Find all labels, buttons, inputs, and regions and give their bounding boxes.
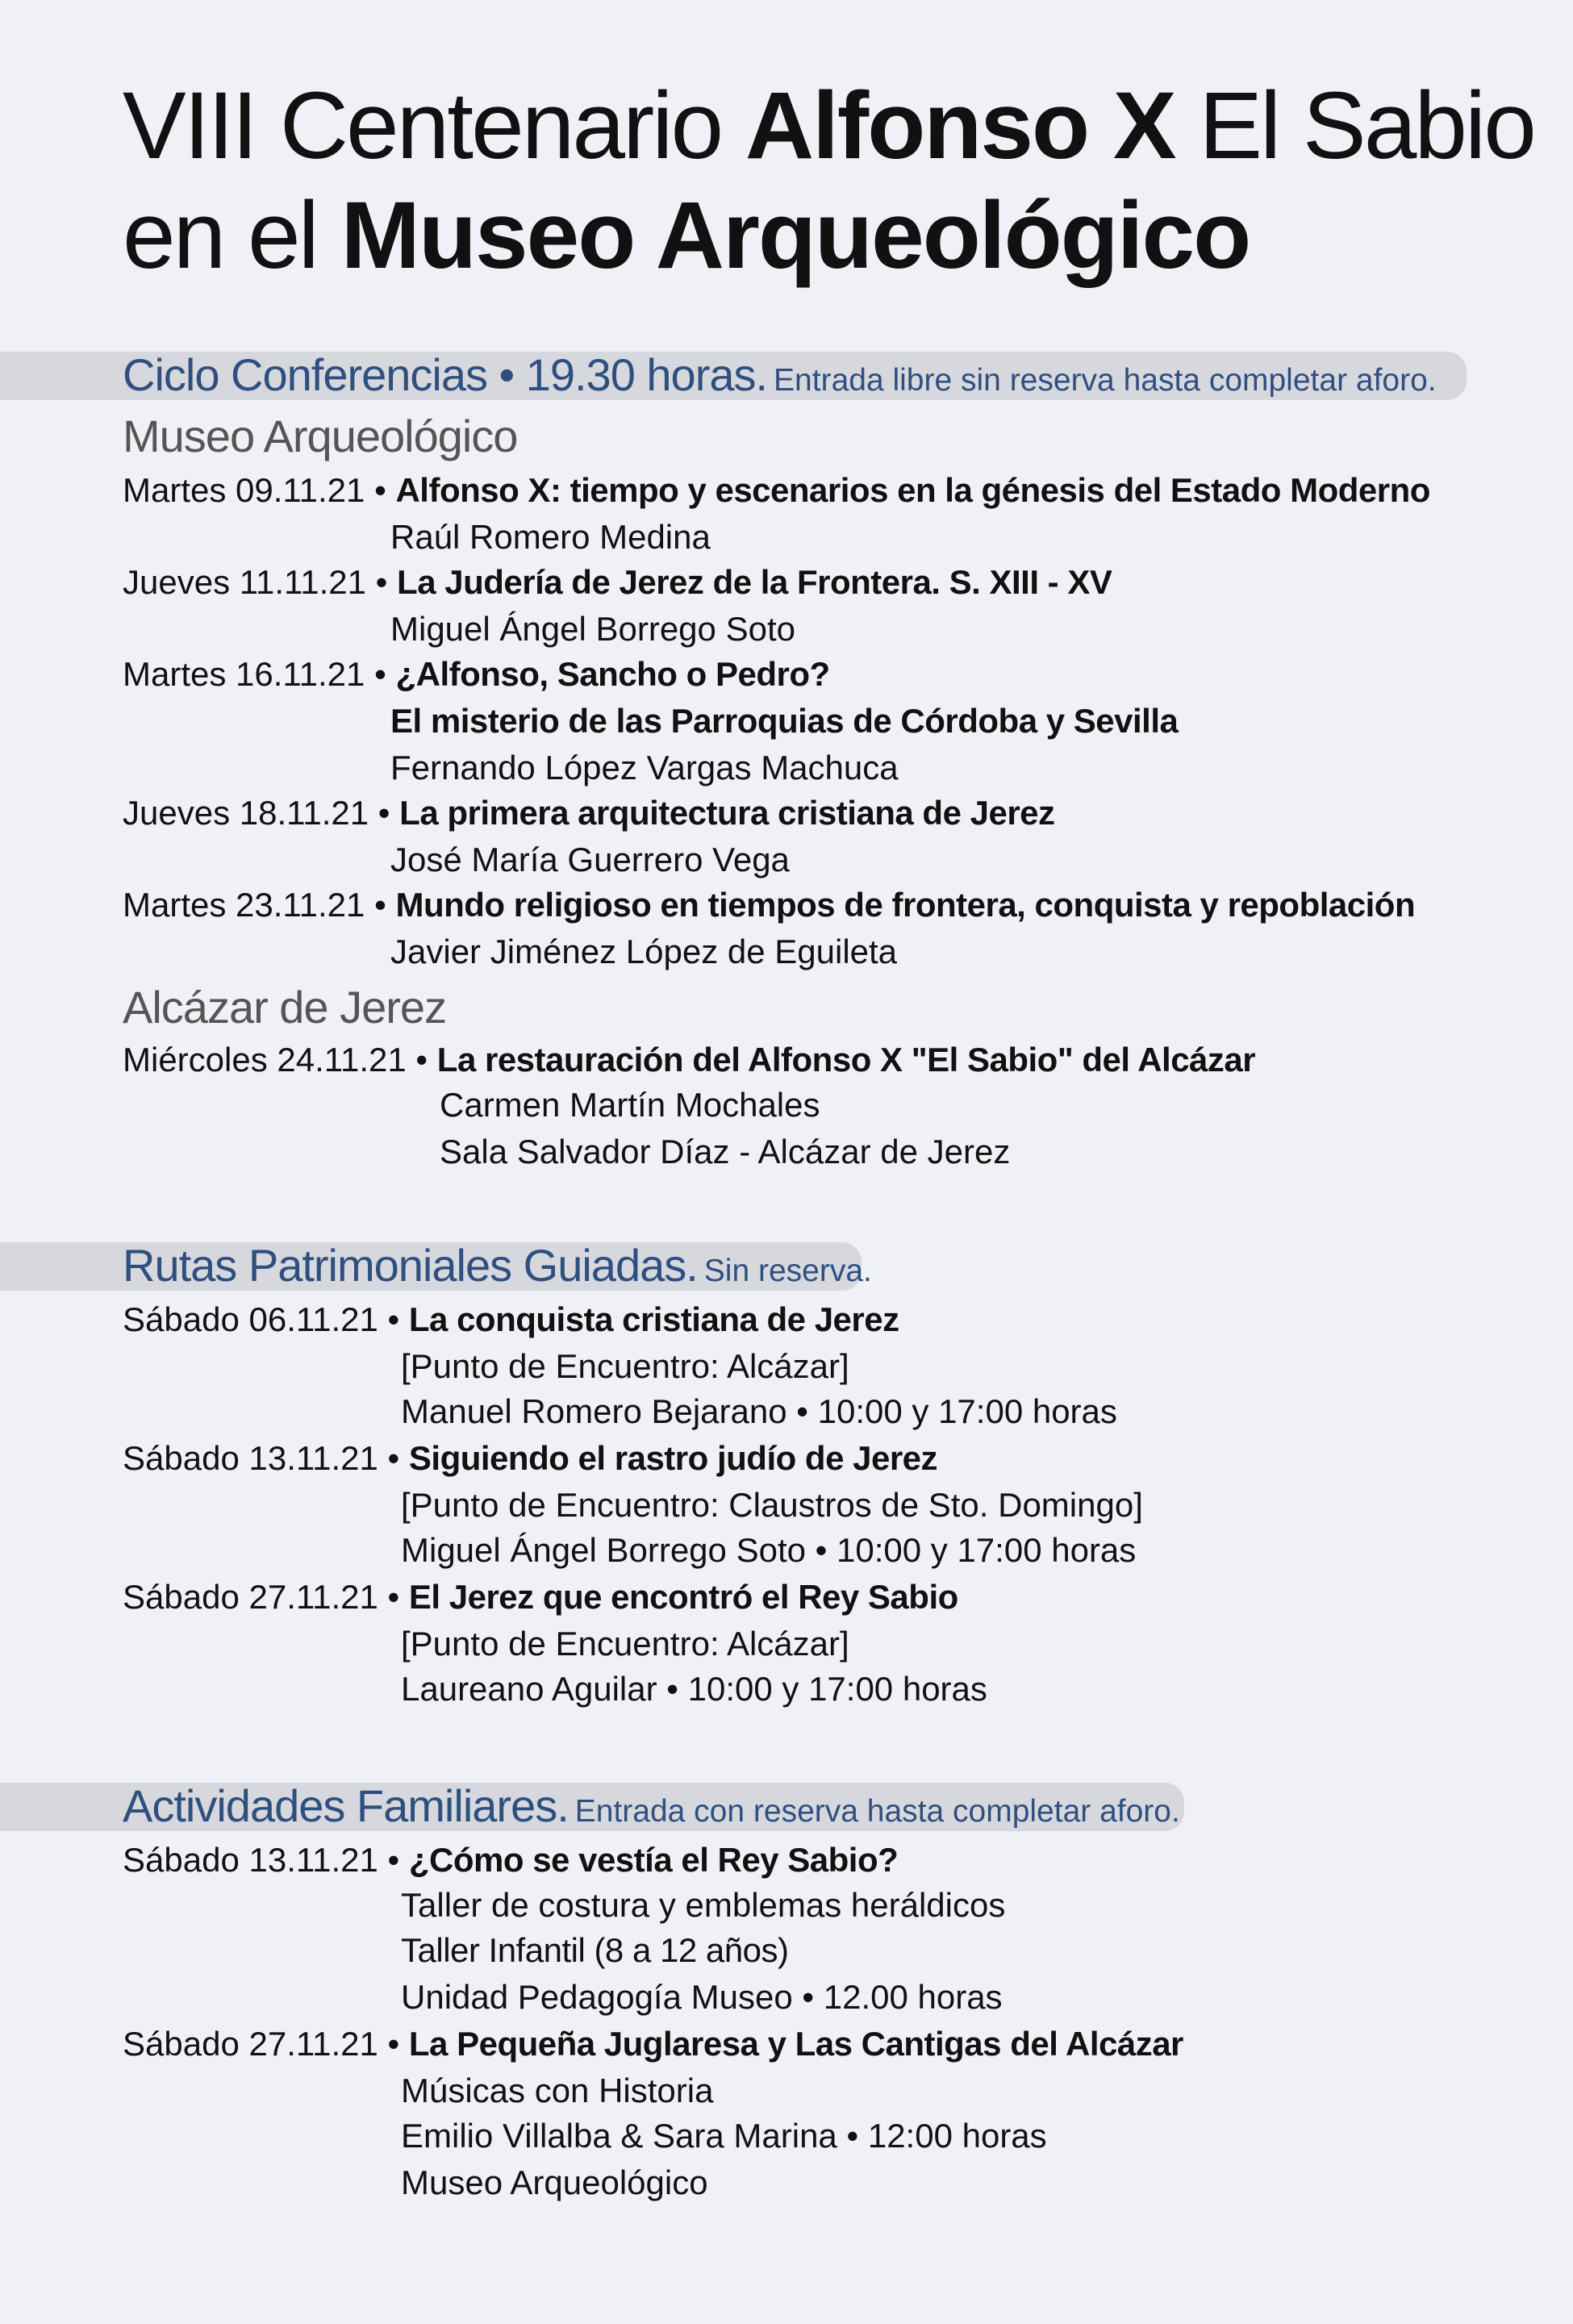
event-row <box>123 561 1112 603</box>
title-line-2 <box>123 181 1534 290</box>
activity-date: Sábado 27.11.21 • <box>123 2025 409 2063</box>
event-title: La restauración del Alfonso X "El Sabio" del Alcázar <box>436 1041 1256 1079</box>
event-title: ¿Alfonso, Sancho o Pedro? <box>395 655 830 693</box>
event-date: Martes 16.11.21 • <box>123 655 396 693</box>
route-title: Siguiendo el rastro judío de Jerez <box>408 1439 938 1477</box>
route-title: La conquista cristiana de Jerez <box>408 1300 899 1338</box>
route-date: Sábado 13.11.21 • <box>123 1439 409 1477</box>
event-speaker: Carmen Martín Mochales <box>440 1086 820 1124</box>
route-row <box>123 1437 937 1479</box>
section-note: Entrada libre sin reserva hasta completar aforo. <box>774 363 1437 398</box>
event-speaker: Miguel Ángel Borrego Soto <box>390 610 795 648</box>
route-meeting-point: [Punto de Encuentro: Alcázar] <box>401 1347 849 1385</box>
activity-row <box>123 2023 1183 2065</box>
event-row <box>123 1039 1255 1081</box>
event-title-cont: El misterio de las Parroquias de Córdoba y Sevilla <box>390 702 1179 740</box>
event-date: Jueves 11.11.21 • <box>123 563 398 601</box>
route-guide: Manuel Romero Bejarano • 10:00 y 17:00 horas <box>401 1392 1117 1430</box>
activity-title: ¿Cómo se vestía el Rey Sabio? <box>408 1841 899 1879</box>
section-title: Ciclo Conferencias • 19.30 horas. <box>123 349 768 400</box>
event-title: Mundo religioso en tiempos de frontera, conquista y repoblación <box>395 886 1416 924</box>
section-note: Entrada con reserva hasta completar aforo. <box>574 1794 1180 1829</box>
route-row <box>123 1576 958 1618</box>
event-speaker: José María Guerrero Vega <box>390 841 790 878</box>
section-heading-familiares <box>123 1780 1180 1832</box>
section-heading-rutas <box>123 1239 872 1291</box>
event-speaker: Fernando López Vargas Machuca <box>390 749 899 786</box>
route-meeting-point: [Punto de Encuentro: Claustros de Sto. Domingo] <box>401 1486 1143 1524</box>
event-title: La Judería de Jerez de la Frontera. S. XIII - XV <box>397 563 1112 601</box>
event-date: Martes 09.11.21 • <box>123 471 396 509</box>
event-title: Alfonso X: tiempo y escenarios en la génesis del Estado Moderno <box>395 471 1430 509</box>
page-title <box>123 71 1534 290</box>
event-row <box>123 884 1415 926</box>
venue-museo: Museo Arqueológico <box>123 411 518 461</box>
event-row <box>123 653 830 695</box>
activity-detail <box>401 1930 788 1971</box>
event-row <box>123 792 1055 834</box>
section-title: Rutas Patrimoniales Guiadas. <box>123 1240 698 1291</box>
route-title: El Jerez que encontró el Rey Sabio <box>408 1578 958 1616</box>
route-row <box>123 1299 899 1341</box>
route-date: Sábado 06.11.21 • <box>123 1300 409 1338</box>
event-place: Sala Salvador Díaz - Alcázar de Jerez <box>440 1133 1011 1170</box>
route-guide: Miguel Ángel Borrego Soto • 10:00 y 17:00 horas <box>401 1531 1137 1569</box>
activity-detail: Museo Arqueológico <box>401 2163 708 2201</box>
route-date: Sábado 27.11.21 • <box>123 1578 409 1616</box>
event-date: Martes 23.11.21 • <box>123 886 396 924</box>
event-row <box>123 469 1430 511</box>
activity-detail: Unidad Pedagogía Museo • 12.00 horas <box>401 1978 1003 2016</box>
event-speaker: Javier Jiménez López de Eguileta <box>390 933 898 970</box>
event-date: Jueves 18.11.21 • <box>123 794 400 832</box>
event-date: Miércoles 24.11.21 • <box>123 1041 437 1079</box>
activity-title: La Pequeña Juglaresa y Las Cantigas del Alcázar <box>408 2025 1183 2063</box>
title-line-1 <box>123 71 1534 181</box>
activity-detail: Taller de costura y emblemas heráldicos <box>401 1886 1006 1924</box>
section-title: Actividades Familiares. <box>123 1780 569 1831</box>
activity-date: Sábado 13.11.21 • <box>123 1841 409 1879</box>
title-part: VIII Centenario <box>123 73 745 179</box>
route-meeting-point: [Punto de Encuentro: Alcázar] <box>401 1625 849 1663</box>
section-heading-conferencias <box>123 348 1437 401</box>
title-part-bold: Alfonso X <box>745 73 1175 179</box>
section-note: Sin reserva. <box>703 1254 872 1288</box>
event-speaker: Raúl Romero Medina <box>390 518 711 556</box>
title-part-bold: Museo Arqueológico <box>340 182 1250 289</box>
title-part: El Sabio <box>1175 73 1534 179</box>
activity-audience: Taller Infantil (8 a 12 años) <box>401 1931 789 1969</box>
venue-alcazar: Alcázar de Jerez <box>123 982 447 1033</box>
activity-row <box>123 1839 898 1881</box>
title-part: en el <box>123 182 341 289</box>
activity-detail: Músicas con Historia <box>401 2072 714 2109</box>
event-title: La primera arquitectura cristiana de Jerez <box>399 794 1055 832</box>
route-guide: Laureano Aguilar • 10:00 y 17:00 horas <box>401 1670 987 1708</box>
activity-detail: Emilio Villalba & Sara Marina • 12:00 horas <box>401 2117 1047 2155</box>
